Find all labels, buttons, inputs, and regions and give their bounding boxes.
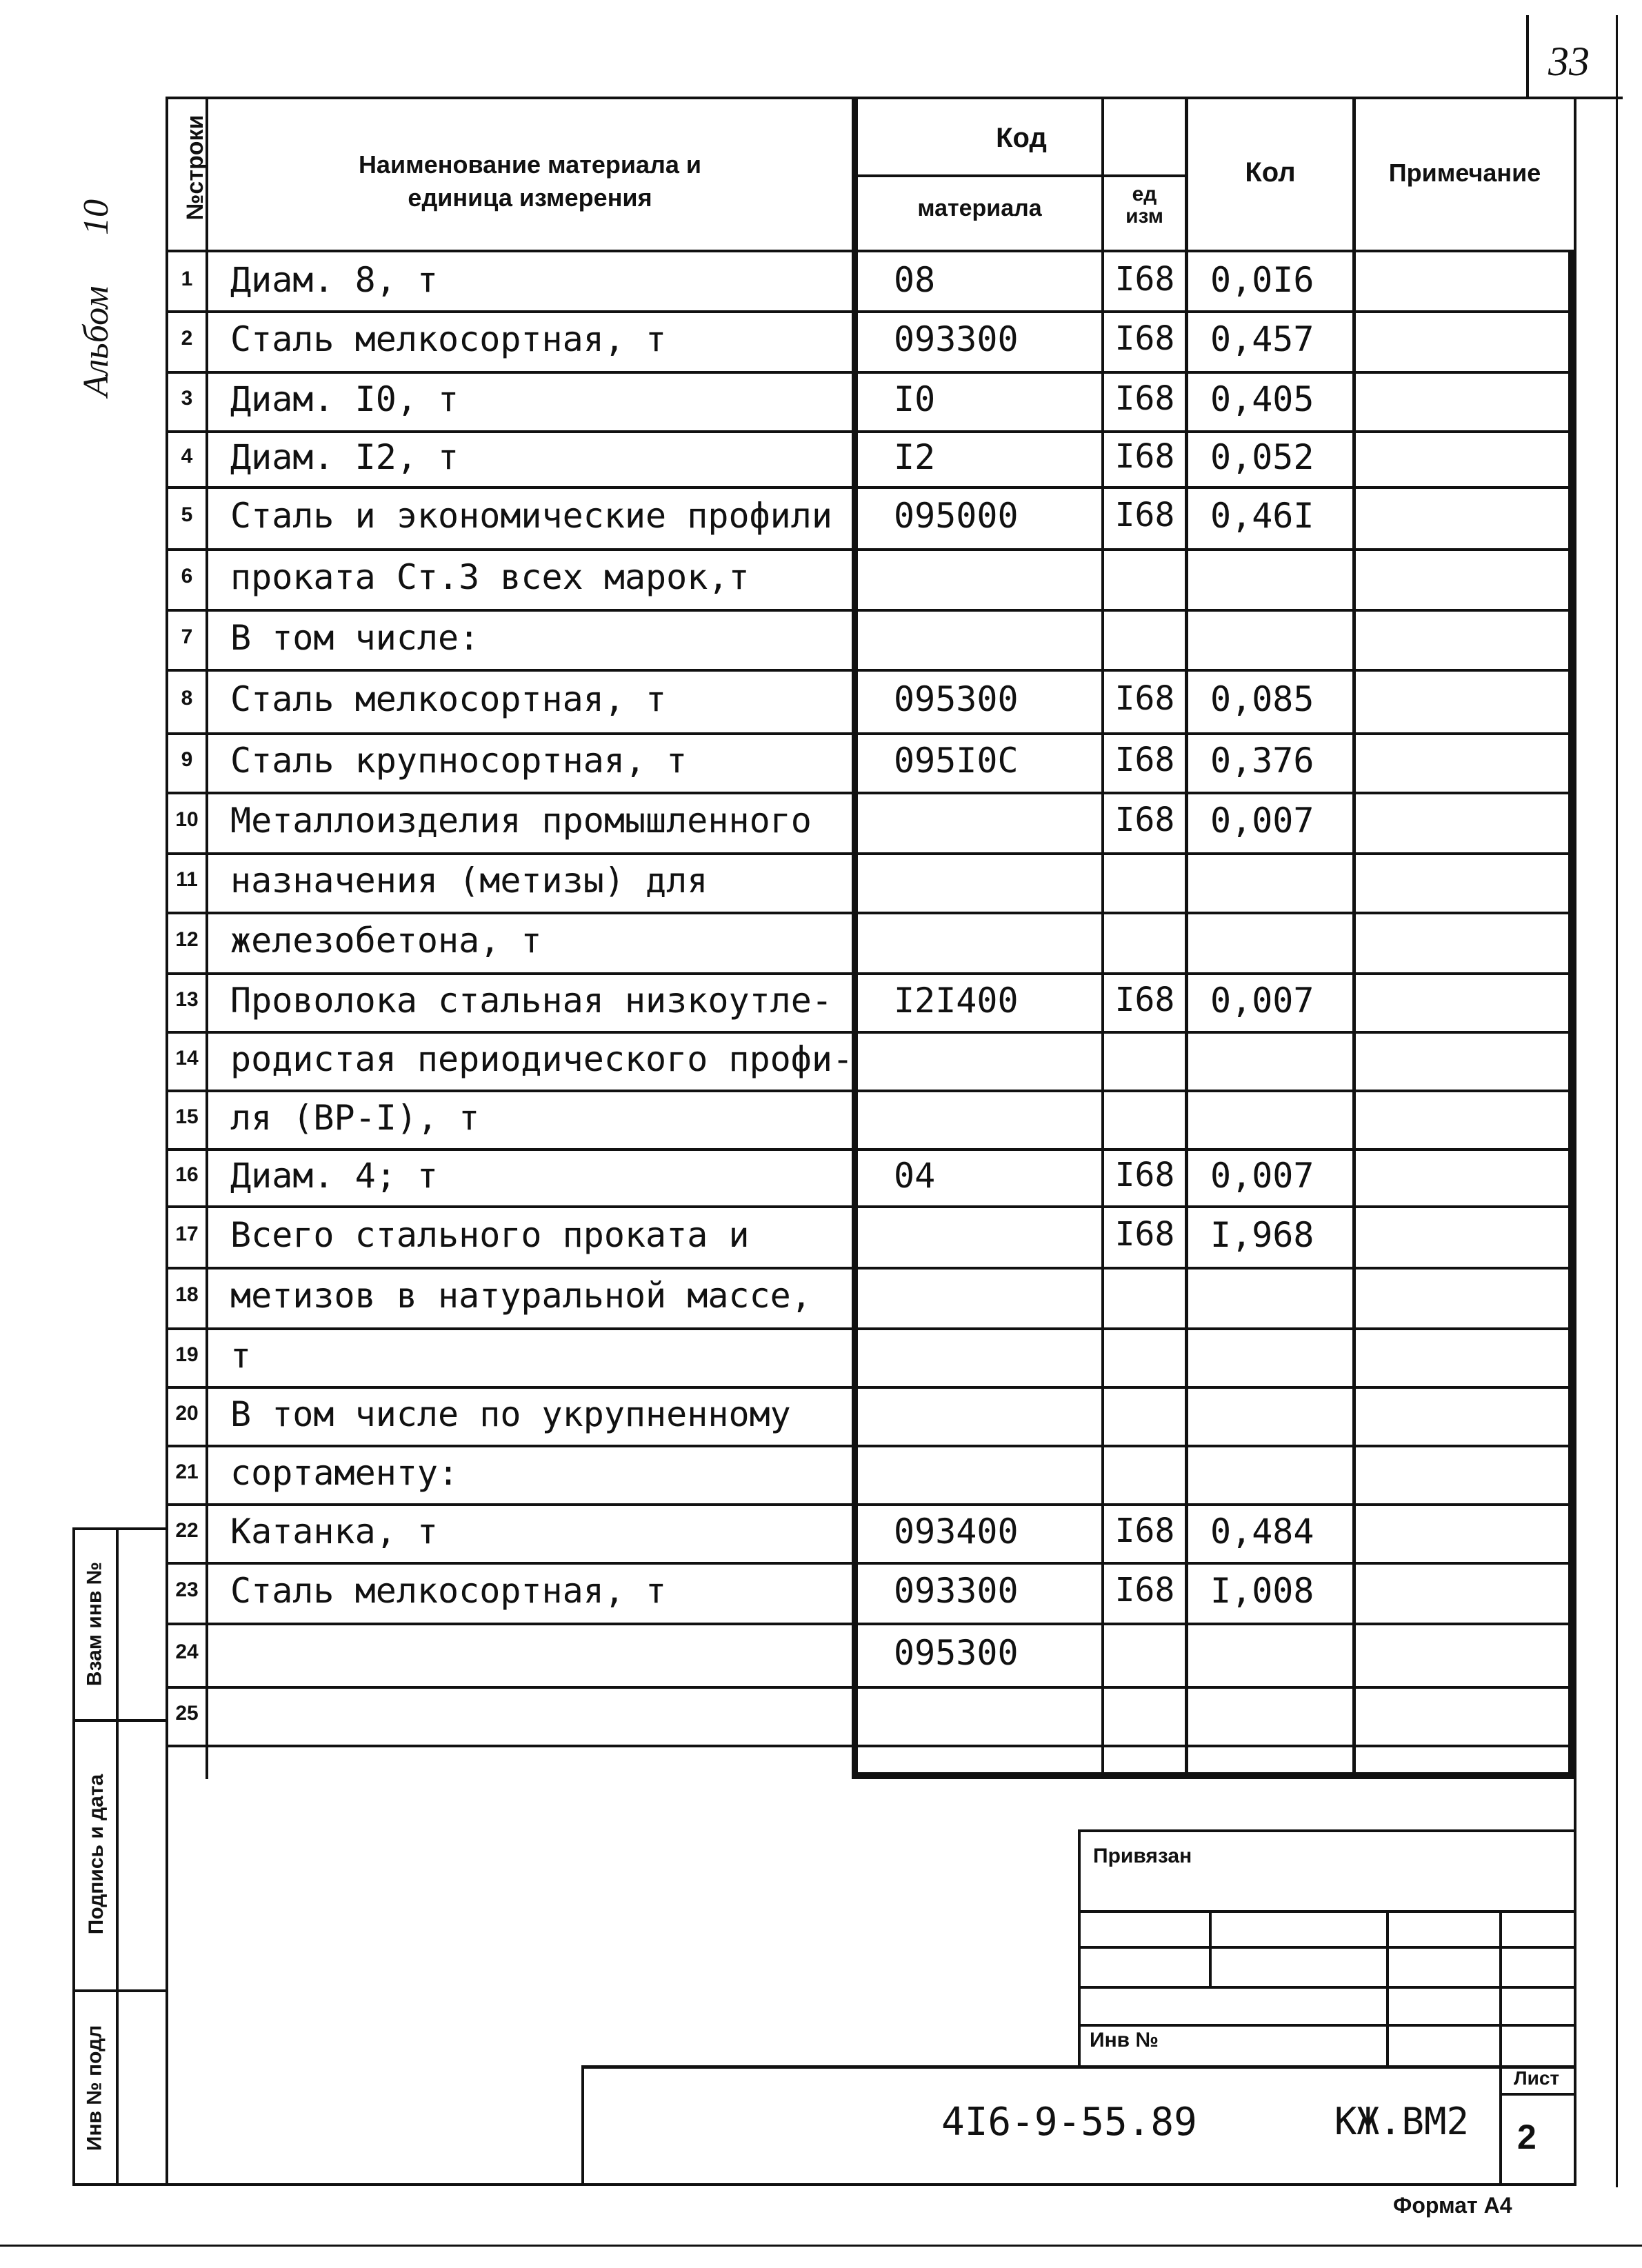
row-number: 3 (181, 387, 193, 410)
row-name: сортаменту: (230, 1452, 459, 1493)
header-qty: Кол (1245, 157, 1296, 188)
row-name: Металлоизделия промышленного (230, 801, 812, 841)
row-code: 093300 (894, 319, 1019, 359)
privyazan-label: Привязан (1093, 1845, 1192, 1867)
row-number: 22 (175, 1518, 199, 1542)
doc-mark: КЖ.ВМ2 (1334, 2100, 1470, 2143)
header-row-no: №строки (182, 114, 208, 221)
row-number: 14 (175, 1046, 199, 1070)
row-qty: 0,007 (1210, 980, 1314, 1021)
table-row (166, 1327, 1576, 1386)
row-unit: I68 (1114, 319, 1175, 358)
row-unit: I68 (1114, 741, 1175, 779)
row-name: Сталь мелкосортная, т (230, 1571, 667, 1611)
table-row (166, 1686, 1576, 1745)
row-number: 6 (181, 565, 193, 588)
table-row (166, 1623, 1576, 1686)
row-code: 095I0C (894, 741, 1019, 781)
doc-code: 4I6-9-55.89 (941, 2100, 1197, 2145)
row-unit: I68 (1114, 980, 1175, 1019)
row-number: 24 (175, 1640, 199, 1663)
row-unit: I68 (1114, 1511, 1175, 1550)
row-qty: 0,007 (1210, 801, 1314, 841)
row-name: метизов в натуральной массе, (230, 1276, 812, 1316)
row-unit: I68 (1114, 1155, 1175, 1194)
row-unit: I68 (1114, 496, 1175, 534)
row-number: 7 (181, 625, 193, 648)
stamp-inv-podl: Инв № подл (83, 2025, 106, 2151)
row-name: Диам. 4; т (230, 1155, 439, 1196)
header-material: материала (917, 195, 1042, 221)
row-number: 18 (175, 1283, 199, 1306)
format-label: Формат А4 (1393, 2193, 1512, 2218)
row-number: 25 (175, 1701, 199, 1725)
row-name: родистая периодического профи- (230, 1038, 854, 1079)
stamp-vzam: Взам инв № (83, 1561, 106, 1687)
row-code: 093300 (894, 1571, 1019, 1611)
row-name: Катанка, т (230, 1511, 439, 1552)
row-name: Диам. 8, т (230, 260, 439, 300)
row-number: 4 (181, 444, 193, 468)
row-name: Диам. I2, т (230, 436, 459, 477)
row-code: 095000 (894, 496, 1019, 536)
row-number: 13 (175, 987, 199, 1011)
row-unit: I68 (1114, 1571, 1175, 1609)
row-code: I0 (894, 379, 936, 419)
header-code: Код (996, 123, 1047, 153)
row-qty: 0,484 (1210, 1511, 1314, 1552)
row-qty: 0,405 (1210, 379, 1314, 419)
row-code: 095300 (894, 679, 1019, 719)
row-number: 19 (175, 1343, 199, 1366)
row-number: 1 (181, 268, 193, 290)
row-name: Проволока стальная низкоутле- (230, 980, 832, 1021)
row-number: 2 (181, 327, 193, 350)
row-name: В том числе по укрупненному (230, 1394, 791, 1434)
row-name: проката Ст.3 всех марок,т (230, 557, 750, 597)
row-name: железобетона, т (230, 921, 542, 961)
row-unit: I68 (1114, 679, 1175, 718)
row-unit: I68 (1114, 260, 1175, 299)
row-code: I2 (894, 436, 936, 477)
row-code: 093400 (894, 1511, 1019, 1552)
row-name: Сталь мелкосортная, т (230, 319, 667, 359)
sheet-label: Лист (1514, 2067, 1560, 2089)
row-name: Сталь и экономические профили (230, 496, 832, 536)
row-number: 8 (181, 687, 193, 710)
row-name: т (230, 1335, 252, 1376)
sheet-number: 2 (1517, 2118, 1536, 2156)
header-name: Наименование материала и единица измерения (358, 150, 702, 212)
row-qty: 0,0I6 (1210, 260, 1314, 300)
row-unit: I68 (1114, 379, 1175, 418)
row-number: 12 (175, 928, 199, 951)
row-number: 10 (175, 808, 199, 831)
row-number: 23 (175, 1578, 199, 1601)
row-number: 11 (176, 868, 198, 891)
row-number: 21 (175, 1460, 199, 1483)
row-qty: 0,085 (1210, 679, 1314, 719)
album-number: 10 (77, 199, 116, 235)
row-qty: I,968 (1210, 1214, 1314, 1255)
row-name: В том числе: (230, 617, 480, 658)
row-number: 16 (175, 1163, 199, 1186)
row-number: 9 (181, 748, 193, 771)
row-name: назначения (метизы) для (230, 861, 708, 901)
row-unit: I68 (1114, 436, 1175, 476)
row-qty: 0,457 (1210, 319, 1314, 359)
row-number: 15 (175, 1105, 199, 1128)
stamp-podpis: Подпись и дата (85, 1774, 108, 1935)
row-name: Всего стального проката и (230, 1214, 750, 1255)
row-qty: 0,052 (1210, 436, 1314, 477)
row-name: Сталь крупносортная, т (230, 741, 688, 781)
row-number: 20 (175, 1401, 199, 1425)
header-unit: ед изм (1125, 183, 1163, 228)
row-name: Диам. I0, т (230, 379, 459, 419)
row-qty: 0,007 (1210, 1155, 1314, 1196)
row-name: ля (ВР-I), т (230, 1097, 480, 1138)
row-code: 08 (894, 260, 936, 300)
row-number: 17 (175, 1222, 199, 1245)
row-qty: 0,376 (1210, 741, 1314, 781)
row-qty: I,008 (1210, 1571, 1314, 1611)
row-number: 5 (181, 503, 193, 526)
row-code: I2I400 (894, 980, 1019, 1021)
header-note: Примечание (1388, 159, 1541, 187)
row-unit: I68 (1114, 801, 1175, 839)
row-unit: I68 (1114, 1214, 1175, 1254)
row-code: 04 (894, 1155, 936, 1196)
inv-no-label: Инв № (1090, 2029, 1159, 2051)
page-number: 33 (1548, 39, 1590, 84)
row-code: 095300 (894, 1633, 1019, 1673)
row-qty: 0,46I (1210, 496, 1314, 536)
row-name: Сталь мелкосортная, т (230, 679, 667, 719)
album-label: Альбом (77, 285, 116, 397)
